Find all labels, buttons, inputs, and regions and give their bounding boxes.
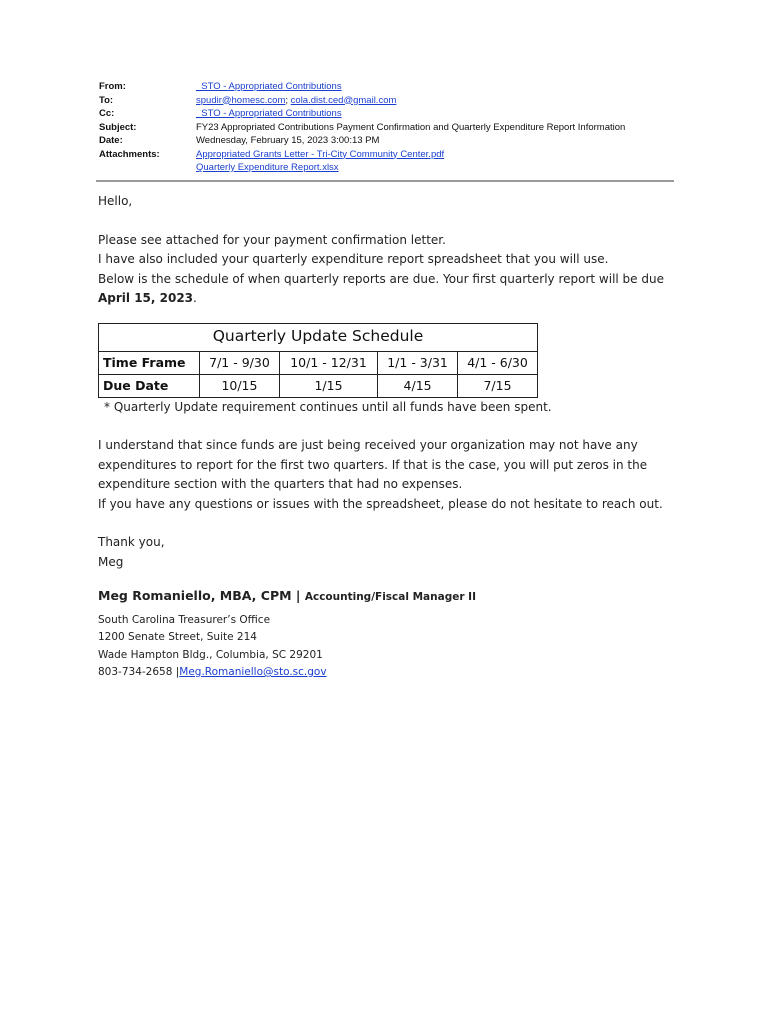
signature-separator: | xyxy=(291,588,305,603)
to-link-1[interactable]: spudir@homesc.com xyxy=(196,94,286,106)
due-date-cell: 4/15 xyxy=(378,374,458,397)
to-link-2[interactable]: cola.dist.ced@gmail.com xyxy=(290,94,397,106)
greeting: Hello, xyxy=(98,194,133,208)
due-end: . xyxy=(193,291,197,305)
attachments-list xyxy=(196,148,679,175)
from-row xyxy=(99,80,679,94)
time-frame-cell: 1/1 - 3/31 xyxy=(378,351,458,374)
time-frame-cell: 10/1 - 12/31 xyxy=(279,351,377,374)
subject-label: Subject: xyxy=(99,121,137,133)
email-body xyxy=(98,192,678,682)
schedule-note: * Quarterly Update requirement continues until all funds have been spent. xyxy=(104,399,552,414)
body-line-2: I have also included your quarterly expenditure report spreadsheet that you will use. xyxy=(98,252,609,266)
to-value xyxy=(196,94,679,108)
signature-name: Meg Romaniello, MBA, CPM xyxy=(98,588,292,603)
from-label: From: xyxy=(99,81,126,92)
due-text: Below is the schedule of when quarterly reports are due. Your first quarterly report will be due xyxy=(98,271,664,286)
due-date-cell: 10/15 xyxy=(200,374,280,397)
attachment-link-2[interactable]: Quarterly Expenditure Report.xlsx xyxy=(196,162,339,173)
email-header xyxy=(99,80,679,175)
body-line-3 xyxy=(98,270,678,309)
date-row xyxy=(99,134,679,148)
signature-address-1: 1200 Senate Street, Suite 214 xyxy=(98,631,257,643)
header-divider xyxy=(96,180,674,182)
time-frame-cell: 7/1 - 9/30 xyxy=(200,351,280,374)
signature-contact xyxy=(98,664,678,682)
signature-name-line xyxy=(98,586,678,608)
to-label: To: xyxy=(99,94,114,106)
body-paragraph-2: I understand that since funds are just being received your organization may not have any expenditures to report for the first two quarters. If that is the case, you will put zeros in the expenditure section with the quarters that had no expenses. xyxy=(98,438,648,491)
signature-email-link[interactable]: Meg.Romaniello@sto.sc.gov xyxy=(179,666,327,678)
date-value: Wednesday, February 15, 2023 3:00:13 PM xyxy=(196,135,380,146)
subject-row xyxy=(99,121,679,135)
cc-row xyxy=(99,107,679,121)
from-link[interactable]: _STO - Appropriated Contributions xyxy=(196,81,342,92)
closing: Thank you, xyxy=(98,535,165,549)
attachments-label: Attachments: xyxy=(99,148,160,160)
due-date-cell: 1/15 xyxy=(279,374,377,397)
table-row xyxy=(99,351,538,374)
schedule-title: Quarterly Update Schedule xyxy=(99,323,538,351)
body-line-1: Please see attached for your payment confirmation letter. xyxy=(98,232,446,247)
date-label: Date: xyxy=(99,135,123,146)
due-date-header: Due Date xyxy=(99,374,200,397)
cc-link[interactable]: _STO - Appropriated Contributions xyxy=(196,108,342,119)
attachments-row xyxy=(99,148,679,175)
due-date-bold: April 15, 2023 xyxy=(98,291,194,305)
table-row xyxy=(99,374,538,397)
quarterly-schedule-table xyxy=(98,323,538,398)
due-date-cell: 7/15 xyxy=(458,374,538,397)
signature-title: Accounting/Fiscal Manager II xyxy=(304,591,476,603)
to-row xyxy=(99,94,679,108)
signature-address-2: Wade Hampton Bldg., Columbia, SC 29201 xyxy=(98,648,323,661)
body-paragraph-3: If you have any questions or issues with the spreadsheet, please do not hesitate to reach out. xyxy=(98,496,663,511)
cc-label: Cc: xyxy=(99,108,115,119)
to-separator: ; xyxy=(285,94,291,106)
attachment-link-1[interactable]: Appropriated Grants Letter - Tri-City Community Center.pdf xyxy=(196,148,445,160)
subject-value: FY23 Appropriated Contributions Payment Confirmation and Quarterly Expenditure Report Information xyxy=(196,121,626,133)
time-frame-header: Time Frame xyxy=(99,351,200,374)
time-frame-cell: 4/1 - 6/30 xyxy=(458,351,538,374)
closing-name: Meg xyxy=(98,554,124,569)
signature-office: South Carolina Treasurer’s Office xyxy=(98,613,271,626)
signature-phone: 803-734-2658 | xyxy=(98,666,180,678)
